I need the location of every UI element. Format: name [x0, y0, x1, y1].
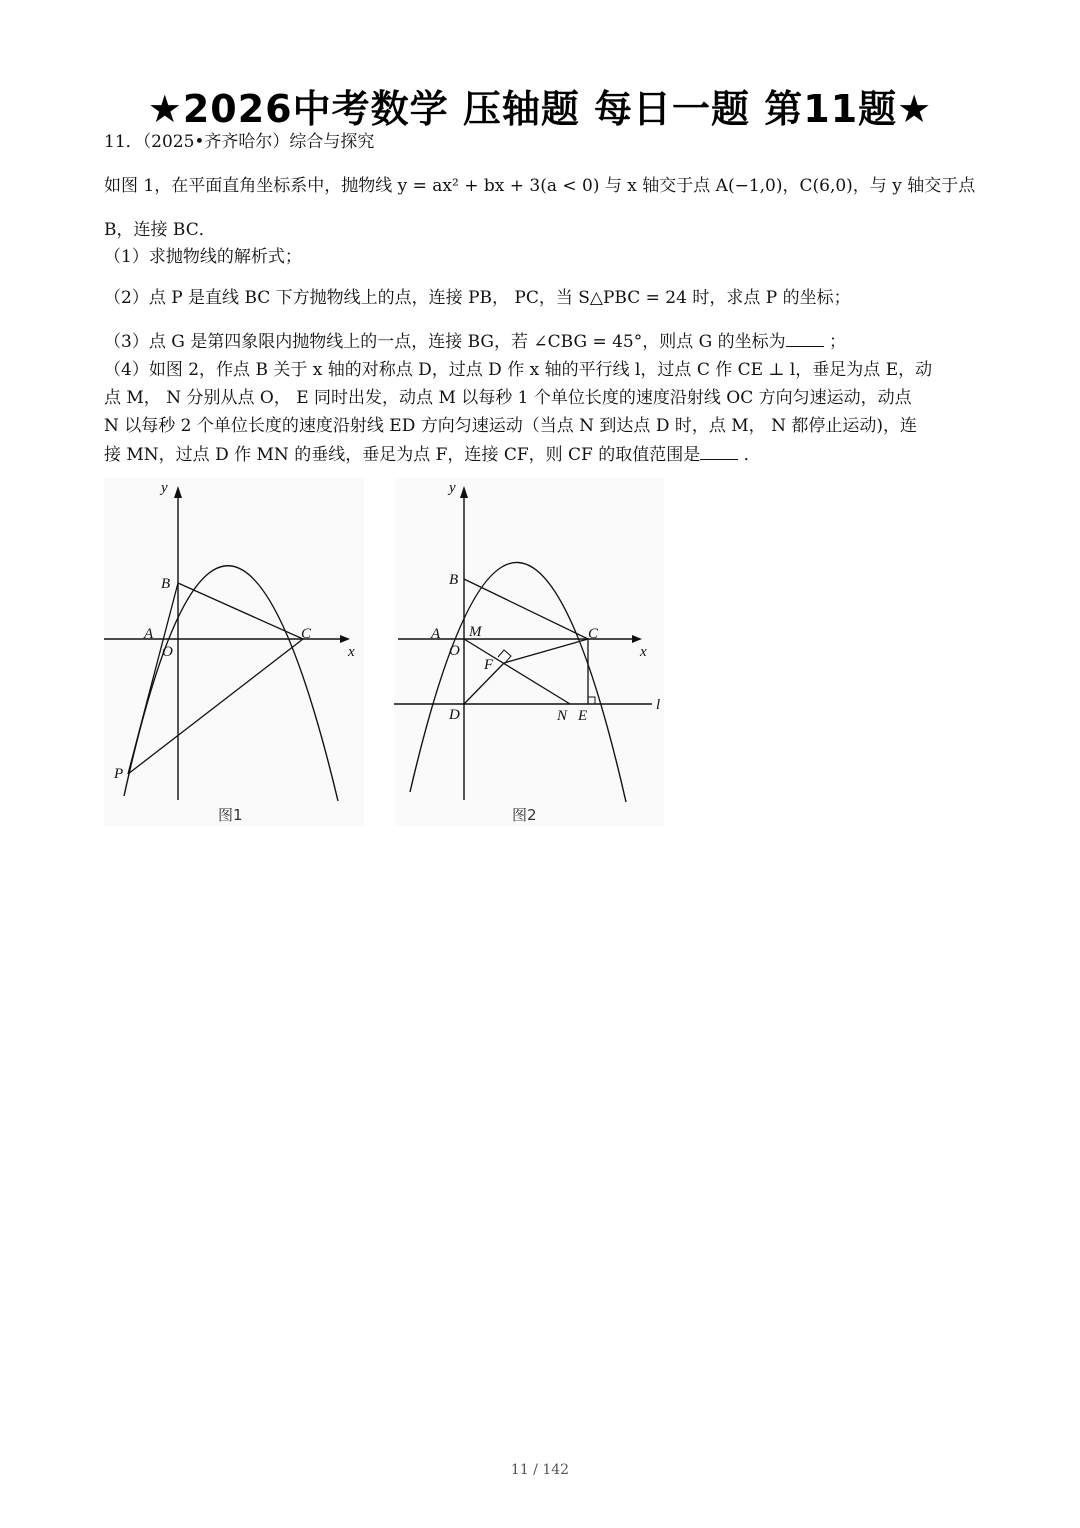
label-f: F [484, 657, 494, 673]
label-n: N [557, 708, 568, 724]
figure-2-caption: 图2 [512, 806, 537, 824]
question-4-end: ． [743, 445, 761, 465]
figure-2-diagram [394, 478, 664, 826]
label-x: x [348, 644, 355, 660]
label-c: C [588, 626, 599, 642]
question-4-line3: N 以每秒 2 个单位长度的速度沿射线 ED 方向匀速运动（当点 N 到达点 D 时，点 M， N 都停止运动)，连 [104, 416, 917, 436]
label-m: M [469, 624, 482, 640]
parabola [124, 566, 338, 801]
y-axis-arrow [174, 486, 182, 498]
question-4-line1: （4）如图 2，作点 B 关于 x 轴的对称点 D，过点 D 作 x 轴的平行线 l，过点 C 作 CE ⊥ l，垂足为点 E，动 [104, 360, 933, 380]
label-p: P [114, 766, 124, 782]
label-a: A [431, 626, 441, 642]
question-3-text: （3）点 G 是第四象限内抛物线上的一点，连接 BG，若 ∠CBG = 45°，则点 G 的坐标为 [104, 332, 786, 352]
question-4-line2: 点 M， N 分别从点 O， E 同时出发，动点 M 以每秒 1 个单位长度的速度沿射线 OC 方向匀速运动，动点 [104, 388, 912, 408]
label-x: x [640, 644, 647, 660]
figure-1-diagram [104, 478, 364, 826]
label-y: y [161, 480, 168, 496]
x-axis-arrow [340, 635, 350, 643]
label-o: O [162, 644, 173, 660]
label-b: B [449, 572, 459, 588]
question-4-text: 接 MN，过点 D 作 MN 的垂线，垂足为点 F，连接 CF，则 CF 的取值范围是 [104, 445, 701, 465]
right-angle-e [588, 697, 595, 704]
answer-blank-4 [700, 443, 738, 460]
figure-1-caption: 图1 [218, 806, 243, 824]
segment-cf [504, 639, 588, 663]
figure-1 [104, 478, 364, 826]
question-3 [104, 330, 984, 354]
segment-bc [178, 583, 303, 639]
label-c: C [301, 626, 312, 642]
segment-pb [128, 583, 178, 774]
label-y: y [449, 480, 456, 496]
label-d: D [449, 707, 460, 723]
question-1: （1）求抛物线的解析式； [104, 247, 302, 267]
label-o: O [449, 643, 460, 659]
x-axis-arrow [632, 635, 642, 643]
segment-bc [464, 579, 588, 639]
page-title: ★2026中考数学 压轴题 每日一题 第11题★ [147, 87, 933, 131]
label-l: l [656, 697, 661, 713]
answer-blank-3 [786, 330, 824, 347]
problem-intro-line2: B，连接 BC． [104, 220, 216, 240]
page-number: 11 / 142 [510, 1462, 570, 1478]
figure-2 [394, 478, 664, 826]
label-b: B [161, 576, 171, 592]
problem-intro-line1: 如图 1，在平面直角坐标系中，抛物线 y = ax² + bx + 3(a < 0) 与 x 轴交于点 A(−1,0)，C(6,0)，与 y 轴交于点 [104, 176, 976, 196]
question-3-end: ； [829, 332, 847, 352]
segment-pc [128, 639, 303, 774]
y-axis-arrow [460, 486, 468, 498]
label-e: E [578, 708, 588, 724]
problem-header: 11．（2025•齐齐哈尔）综合与探究 [104, 132, 375, 152]
parabola [410, 562, 626, 802]
question-2: （2）点 P 是直线 BC 下方抛物线上的点，连接 PB， PC，当 S△PBC = 24 时，求点 P 的坐标； [104, 288, 851, 308]
label-a: A [144, 626, 154, 642]
question-4-line4 [104, 443, 984, 467]
